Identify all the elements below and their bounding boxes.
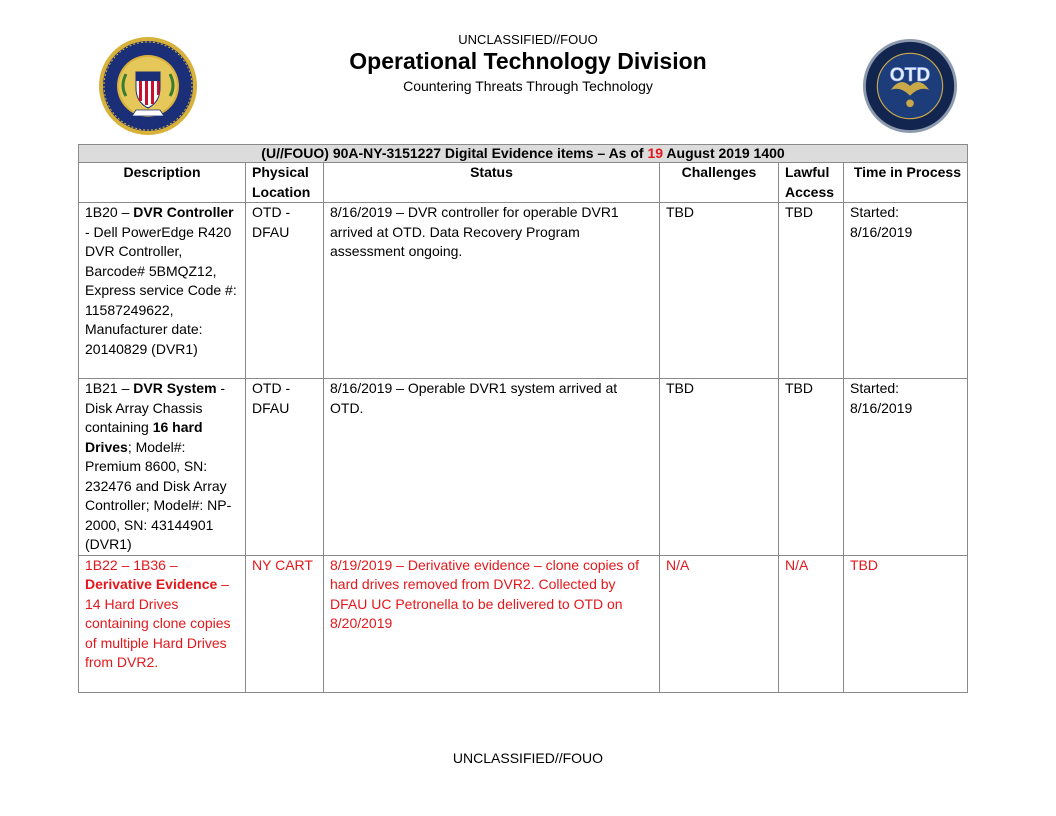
description-bold-text: DVR Controller xyxy=(133,204,234,220)
table-caption xyxy=(79,145,968,163)
description-text: – 14 Hard Drives containing clone copies of multiple Hard Drives from DVR2. xyxy=(85,576,231,670)
description-text: ; Model#: Premium 8600, SN: 232476 and Disk Array Controller; Model#: NP-2000, SN: 43144901 (DVR1) xyxy=(85,438,232,552)
caption-day-highlight: 19 xyxy=(647,145,664,161)
time-in-process-cell: Started: 8/16/2019 xyxy=(844,203,968,379)
location-cell: NY CART xyxy=(246,555,324,692)
column-header-status: Status xyxy=(324,163,660,203)
description-bold-text: 16 hard Drives xyxy=(85,419,203,455)
column-header-time-in-process: Time in Process xyxy=(844,163,968,203)
status-cell: 8/19/2019 – Derivative evidence – clone copies of hard drives removed from DVR2. Collected by DFAU UC Petronella to be delivered to OTD on 8/20/2019 xyxy=(324,555,660,692)
table-caption-row xyxy=(79,145,968,163)
fbi-seal-icon xyxy=(98,36,198,136)
division-subtitle: Countering Threats Through Technology xyxy=(403,78,653,94)
table-row xyxy=(79,203,968,379)
column-header-physical-location: Physical Location xyxy=(246,163,324,203)
table-row xyxy=(79,555,968,692)
location-cell: OTD - DFAU xyxy=(246,203,324,379)
description-bold-text: DVR System xyxy=(133,380,217,396)
challenges-cell: TBD xyxy=(660,203,779,379)
table-row xyxy=(79,379,968,556)
evidence-table xyxy=(78,144,968,693)
description-text: 1B20 – xyxy=(85,204,134,220)
column-header-description: Description xyxy=(79,163,246,203)
status-cell: 8/16/2019 – Operable DVR1 system arrived at OTD. xyxy=(324,379,660,556)
time-in-process-cell: TBD xyxy=(844,555,968,692)
otd-seal-icon xyxy=(862,38,958,134)
table-header-row xyxy=(79,163,968,203)
caption-suffix: August 2019 1400 xyxy=(663,145,785,161)
description-text: - Dell PowerEdge R420 DVR Controller, Barcode# 5BMQZ12, Express service Code #: 11587249622, Manufacturer date: 20140829 (DVR1) xyxy=(85,223,237,357)
location-cell: OTD - DFAU xyxy=(246,379,324,556)
lawful-access-cell: TBD xyxy=(779,379,844,556)
description-bold-text: Derivative Evidence xyxy=(85,576,218,592)
division-title: Operational Technology Division xyxy=(349,48,707,74)
description-text: - Disk Array Chassis containing xyxy=(85,380,226,435)
description-cell xyxy=(79,555,246,692)
description-text: 1B22 – 1B36 – xyxy=(85,556,178,573)
svg-text:OTD: OTD xyxy=(889,65,931,87)
lawful-access-cell: N/A xyxy=(779,555,844,692)
time-in-process-cell: Started: 8/16/2019 xyxy=(844,379,968,556)
description-cell xyxy=(79,203,246,379)
caption-prefix: (U//FOUO) 90A-NY-3151227 Digital Evidence items – As of xyxy=(261,145,648,161)
description-cell xyxy=(79,379,246,556)
column-header-lawful-access: Lawful Access xyxy=(779,163,844,203)
column-header-challenges: Challenges xyxy=(660,163,779,203)
lawful-access-cell: TBD xyxy=(779,203,844,379)
challenges-cell: N/A xyxy=(660,555,779,692)
classification-marking-top: UNCLASSIFIED//FOUO xyxy=(458,32,598,47)
status-cell: 8/16/2019 – DVR controller for operable DVR1 arrived at OTD. Data Recovery Program assessment ongoing. xyxy=(324,203,660,379)
classification-marking-bottom: UNCLASSIFIED//FOUO xyxy=(452,750,604,766)
description-text: 1B21 – xyxy=(85,380,134,396)
challenges-cell: TBD xyxy=(660,379,779,556)
